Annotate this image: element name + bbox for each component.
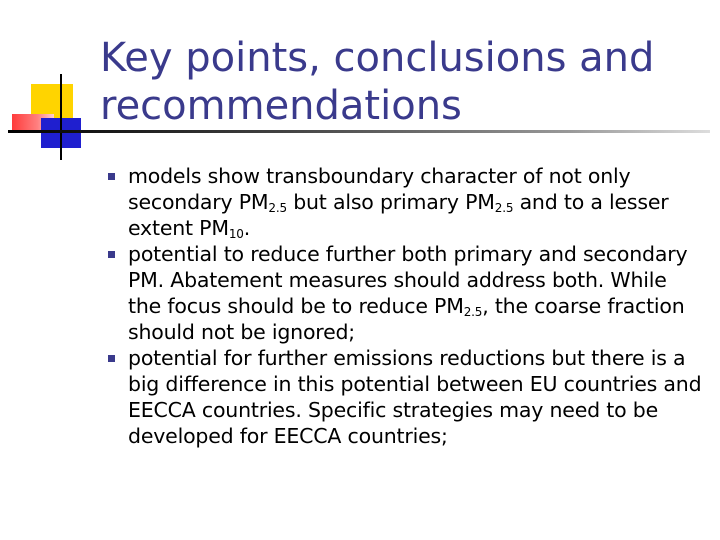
bullet-text: models show transboundary character of not only secondary $PM_{2.5}$ but also primary $PM_{2.5}$ and to a lesser extent $PM_{10}$. bbox=[128, 164, 669, 241]
decorative-vertical-line bbox=[60, 74, 62, 160]
bullet-marker-icon bbox=[108, 355, 115, 362]
bullet-marker-icon bbox=[108, 251, 115, 258]
bullet-marker-icon bbox=[108, 173, 115, 180]
bullet-item bbox=[108, 241, 703, 345]
bullet-text: potential to reduce further both primary and secondary PM. Abatement measures should address both. While the focus should be to reduce $PM_{2.5}$, the coarse fraction should not be ignored; bbox=[128, 242, 688, 344]
slide-title: Key points, conclusions and recommendations bbox=[100, 35, 655, 129]
bullet-item bbox=[108, 163, 703, 241]
bullet-list bbox=[108, 163, 703, 449]
bullet-text: potential for further emissions reductions but there is a big difference in this potential between EU countries and EECCA countries. Specific strategies may need to be developed for EECCA countries; bbox=[128, 346, 702, 448]
title-underline bbox=[8, 130, 710, 133]
bullet-item bbox=[108, 345, 703, 449]
